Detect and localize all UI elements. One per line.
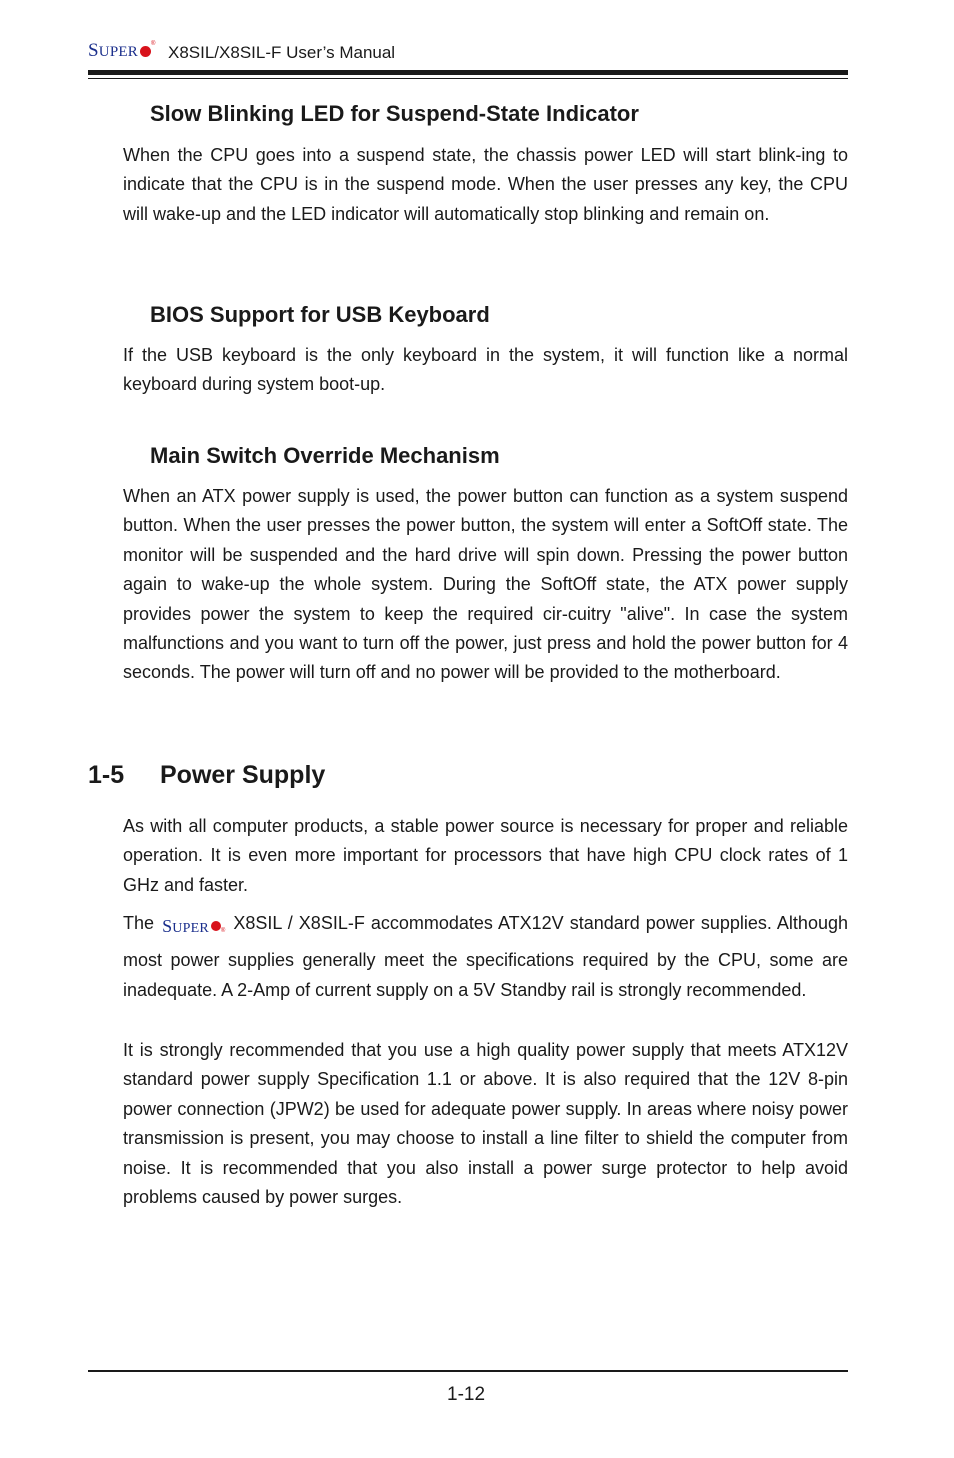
- heading-slow-blinking-led: Slow Blinking LED for Suspend-State Indicator: [150, 101, 639, 126]
- paragraph-power-supply-2: [123, 909, 848, 1005]
- header-bar: [88, 40, 848, 70]
- paragraph-main-switch-override: When an ATX power supply is used, the power button can function as a system suspend button. When the user presses the power button, the system will enter a SoftOff state. The monitor will be suspended and the hard drive will spin down. Pressing the power button again to wake-up the whole system. During the SoftOff state, the ATX power supply provides power the system to keep the required cir-cuitry "alive". In case the system malfunctions and you want to turn off the power, just press and hold the power button for 4 seconds. The power will turn off and no power will be provided to the motherboard.: [123, 486, 848, 683]
- footer-divider: [88, 1370, 848, 1372]
- logo-dot-icon: [140, 46, 151, 57]
- supermicro-inline-logo: SUPER ®: [162, 916, 225, 946]
- logo-registered-mark: ®: [150, 41, 156, 47]
- paragraph-power-supply-3: It is strongly recommended that you use a high quality power supply that meets ATX12V standard power supply Specification 1.1 or above. It is also required that the 12V 8-pin power connection (JPW2) be used for adequate power supply. In areas where noisy power transmission is present, you may choose to install a line filter to shield the computer from noise. It is recommended that you also install a power surge protector to help avoid problems caused by power surges.: [123, 1040, 848, 1208]
- logo-registered-mark: ®: [220, 928, 226, 934]
- header-divider-thick: [88, 70, 848, 75]
- section-heading-power-supply: [88, 761, 325, 790]
- heading-bios-usb-keyboard: BIOS Support for USB Keyboard: [150, 302, 490, 327]
- heading-main-switch-override: Main Switch Override Mechanism: [150, 443, 500, 468]
- paragraph-slow-blinking-led: When the CPU goes into a suspend state, the chassis power LED will start blink-ing to indicate that the CPU is in the suspend mode. When the user presses any key, the CPU will wake-up and the LED indicator will automatically stop blinking and remain on.: [123, 145, 848, 224]
- supermicro-logo: SUPER ®: [88, 40, 156, 61]
- paragraph-power-supply-1: As with all computer products, a stable power source is necessary for proper and reliable operation. It is even more important for processors that have high CPU clock rates of 1 GHz and faster.: [123, 816, 848, 895]
- paragraph-bios-usb-keyboard: If the USB keyboard is the only keyboard in the system, it will function like a normal keyboard during system boot-up.: [123, 345, 848, 395]
- manual-title: X8SIL/X8SIL-F User’s Manual: [168, 43, 396, 62]
- page-number: 1-12: [447, 1384, 486, 1405]
- logo-dot-icon: [211, 921, 221, 931]
- section-title: Power Supply: [160, 761, 326, 789]
- header-divider-thin: [88, 78, 848, 79]
- paragraph-suffix: X8SIL / X8SIL-F accommodates ATX12V standard power supplies. Although most power supplies generally meet the specifications required by the CPU, some are inadequate. A 2-Amp of current supply on a 5V Standby rail is strongly recommended.: [123, 913, 848, 1000]
- paragraph-prefix: The: [123, 913, 155, 933]
- section-number: 1-5: [88, 761, 125, 789]
